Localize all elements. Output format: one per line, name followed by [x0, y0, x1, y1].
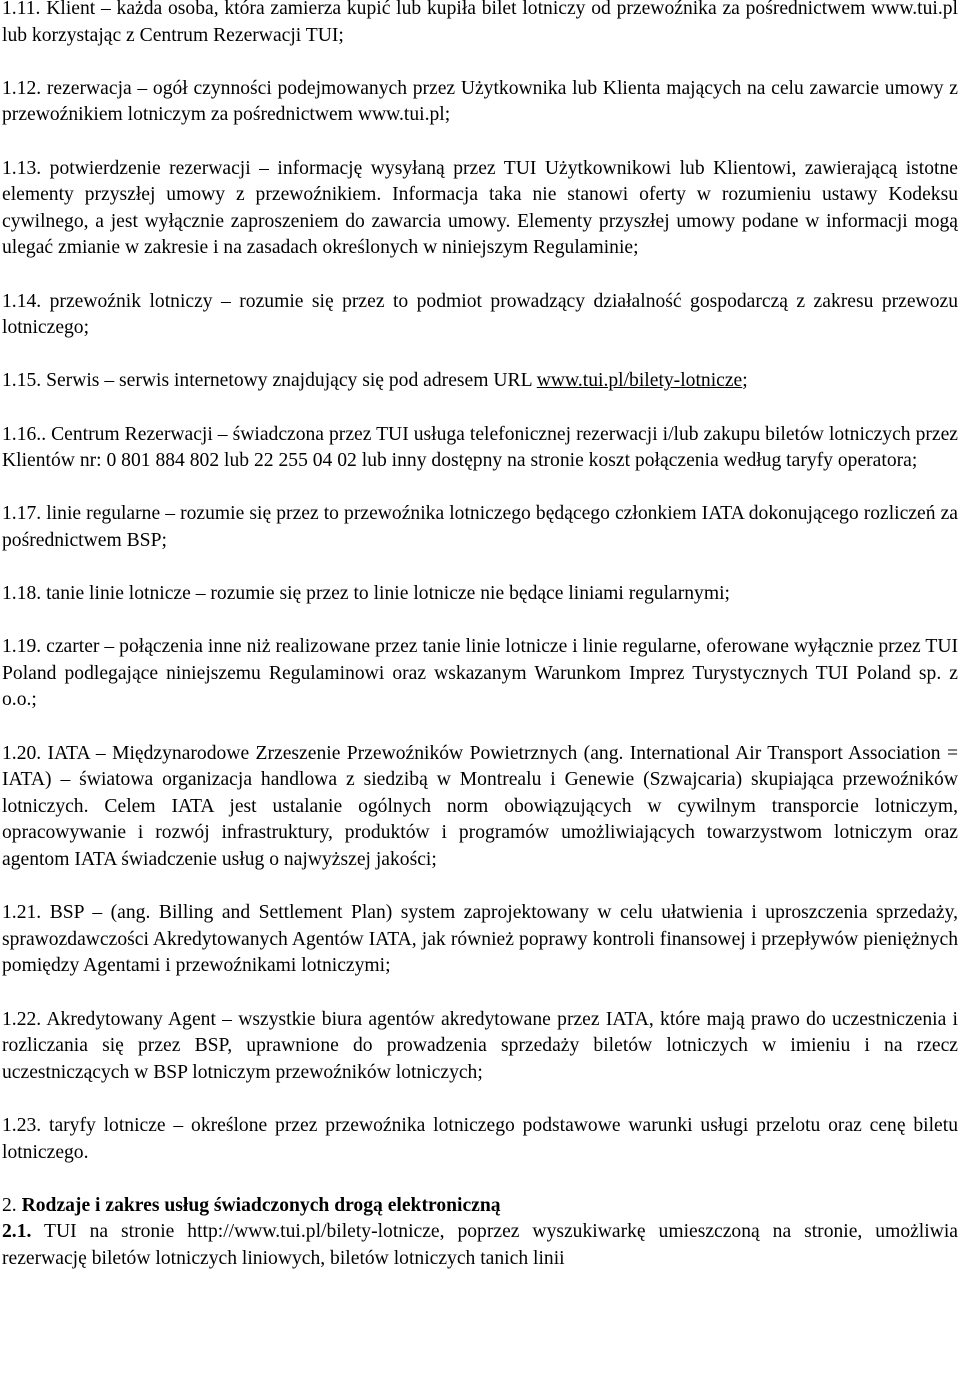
definition-1-15-suffix: ;	[742, 370, 748, 392]
definition-1-20: 1.20. IATA – Międzynarodowe Zrzeszenie Przewoźników Powietrznych (ang. International Air Transport Association = IATA) – światowa organizacja handlowa z siedzibą w Montrealu i Genewie (Szwajcaria) skupiająca przewoźników lotniczych. Celem IATA jest ustalanie ogólnych norm obowiązujących w cywilnym transporcie lotniczym, opracowywanie i rozwój infrastruktury, produktów i programów umożliwiających towarzystwom lotniczym oraz agentom IATA świadczenie usług o najwyższej jakości;	[2, 742, 958, 870]
paragraph-gap	[2, 475, 958, 502]
definition-1-12: 1.12. rezerwacja – ogół czynności podejmowanych przez Użytkownika lub Klienta mających na celu zawarcie umowy z przewoźnikiem lotniczym za pośrednictwem www.tui.pl;	[2, 77, 958, 126]
definition-1-15-text: 1.15. Serwis – serwis internetowy znajdujący się pod adresem URL	[2, 370, 537, 392]
paragraph-gap	[2, 554, 958, 581]
paragraph-gap	[2, 608, 958, 635]
section-2-heading	[2, 1193, 958, 1220]
paragraph-gap	[2, 1086, 958, 1113]
clause-2-1-text: TUI na stronie http://www.tui.pl/bilety-lotnicze, poprzez wyszukiwarkę umieszczoną na stronie, umożliwia rezerwację biletów lotniczych liniowych, biletów lotniczych tanich linii	[2, 1221, 958, 1269]
clause-2-1	[2, 1219, 958, 1272]
clause-2-1-number: 2.1.	[2, 1221, 32, 1243]
paragraph-gap	[2, 714, 958, 741]
definition-1-22: 1.22. Akredytowany Agent – wszystkie biura agentów akredytowane przez IATA, które mają prawo do uczestniczenia i rozliczania się przez BSP, uprawnione do prowadzenia sprzedaży biletów lotniczych w imieniu i na rzecz uczestniczących w BSP lotniczym przewoźników lotniczych;	[2, 1008, 958, 1083]
document-page	[2, 0, 958, 1273]
paragraph-gap	[2, 262, 958, 289]
definition-1-21: 1.21. BSP – (ang. Billing and Settlement Plan) system zaprojektowany w celu ułatwienia i uproszczenia sprzedaży, sprawozdawczości Akredytowanych Agentów IATA, jak również poprawy kontroli finansowej i przepływów pieniężnych pomiędzy Agentami i przewoźnikami lotniczymi;	[2, 902, 958, 977]
paragraph-gap	[2, 395, 958, 422]
bilety-lotnicze-link[interactable]: www.tui.pl/bilety-lotnicze	[536, 370, 743, 392]
paragraph-gap	[2, 1166, 958, 1193]
paragraph-gap	[2, 49, 958, 76]
definition-1-16: 1.16.. Centrum Rezerwacji – świadczona przez TUI usługa telefonicznej rezerwacji i/lub zakupu biletów lotniczych przez Klientów nr: 0 801 884 802 lub 22 255 04 02 lub inny dostępny na stronie koszt połączenia według taryfy operatora;	[2, 423, 958, 472]
definition-1-15	[2, 368, 958, 395]
paragraph-gap	[2, 129, 958, 156]
definition-1-17: 1.17. linie regularne – rozumie się przez to przewoźnika lotniczego będącego członkiem IATA dokonującego rozliczeń za pośrednictwem BSP;	[2, 503, 958, 551]
definition-1-19: 1.19. czarter – połączenia inne niż realizowane przez tanie linie lotnicze i linie regularne, oferowane wyłącznie przez TUI Poland podlegające niniejszemu Regulaminowi oraz wskazanym Warunkom Imprez Turystycznych TUI Poland sp. z o.o.;	[2, 636, 958, 711]
definition-1-23: 1.23. taryfy lotnicze – określone przez przewoźnika lotniczego podstawowe warunki usługi przelotu oraz cenę biletu lotniczego.	[2, 1114, 958, 1163]
definition-1-11: 1.11. Klient – każda osoba, która zamierza kupić lub kupiła bilet lotniczy od przewoźnika za pośrednictwem www.tui.pl lub korzystając z Centrum Rezerwacji TUI;	[2, 0, 958, 46]
paragraph-gap	[2, 980, 958, 1007]
paragraph-gap	[2, 342, 958, 369]
section-2-title: Rodzaje i zakres usług świadczonych drogą elektroniczną	[21, 1194, 501, 1216]
paragraph-gap	[2, 874, 958, 901]
definition-1-14: 1.14. przewoźnik lotniczy – rozumie się przez to podmiot prowadzący działalność gospodarczą z zakresu przewozu lotniczego;	[2, 290, 958, 339]
definition-1-18: 1.18. tanie linie lotnicze – rozumie się przez to linie lotnicze nie będące liniami regularnymi;	[2, 583, 730, 605]
definition-1-13: 1.13. potwierdzenie rezerwacji – informację wysyłaną przez TUI Użytkownikowi lub Klientowi, zawierającą istotne elementy przyszłej umowy z przewoźnikiem. Informacja taka nie stanowi oferty w rozumieniu ustawy Kodeksu cywilnego, a jest wyłącznie zaproszeniem do zawarcia umowy. Elementy przyszłej umowy podane w informacji mogą ulegać zmianie w zakresie i na zasadach określonych w niniejszym Regulaminie;	[2, 157, 958, 259]
section-2-number: 2.	[2, 1194, 22, 1216]
